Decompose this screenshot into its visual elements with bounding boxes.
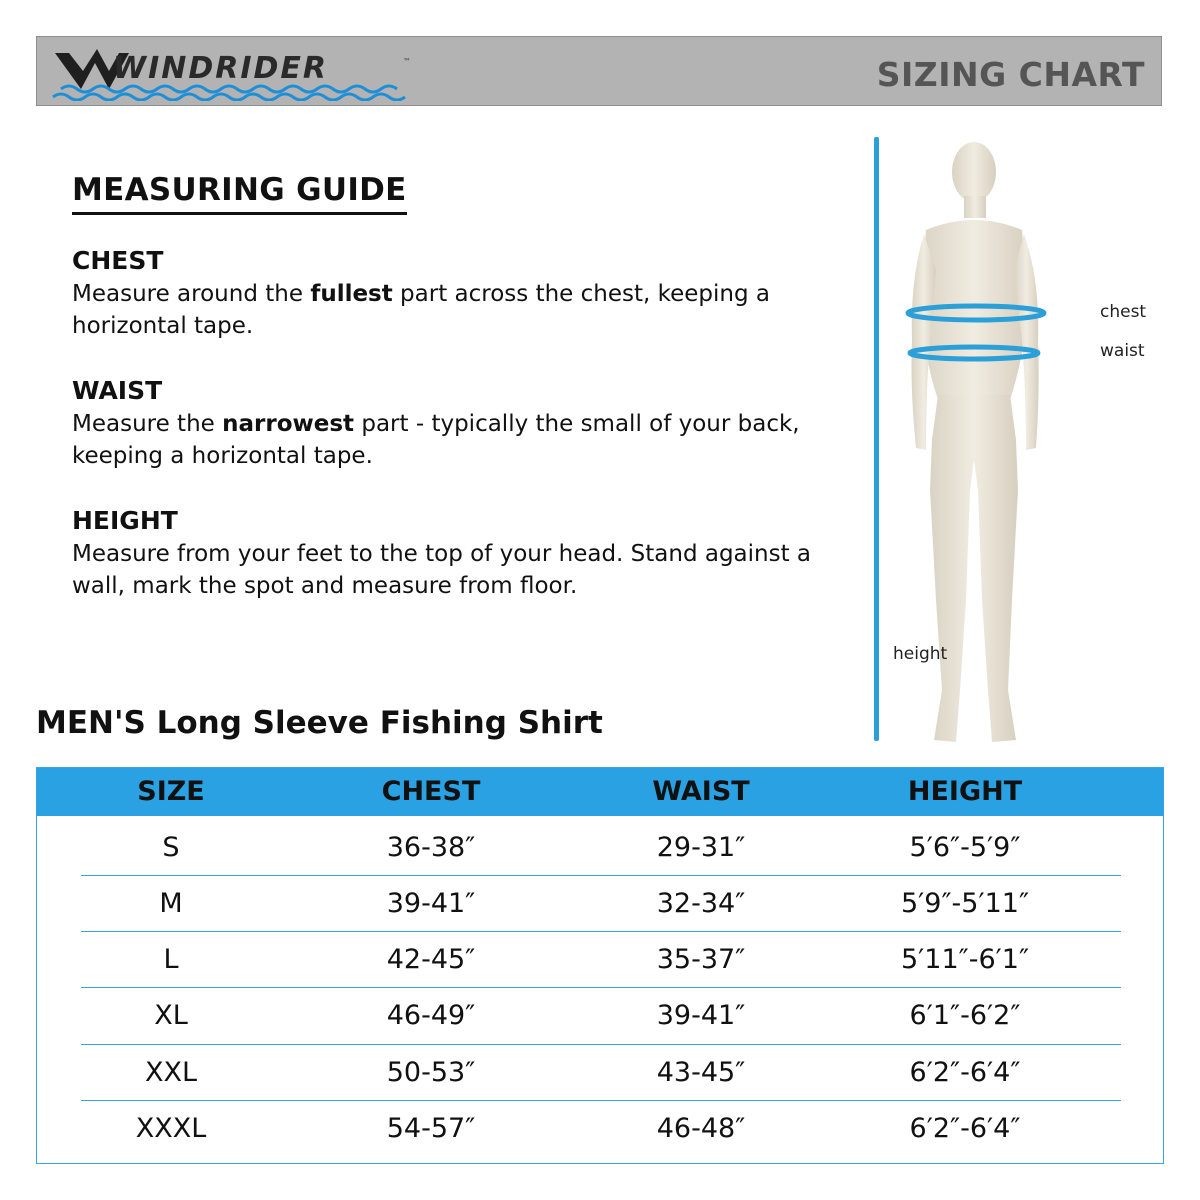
height-label: height: [893, 644, 948, 664]
waist-section: [72, 376, 852, 472]
waist-heading: WAIST: [72, 376, 163, 405]
cell-waist: 35-37″: [656, 944, 746, 975]
sizing-chart-title: SIZING CHART: [876, 55, 1145, 94]
chest-section: [72, 246, 852, 342]
measuring-guide-title: MEASURING GUIDE: [72, 172, 407, 215]
header-height: HEIGHT: [907, 776, 1023, 807]
cell-waist: 43-45″: [656, 1057, 746, 1088]
height-section: [72, 506, 852, 602]
chest-label: chest: [1100, 302, 1147, 322]
chest-description: Measure around the fullest part across the chest, keeping a horizontal tape.: [72, 281, 771, 339]
table-row: [37, 1101, 1163, 1157]
cell-chest: 50-53″: [386, 1057, 476, 1088]
cell-size: M: [159, 888, 183, 919]
cell-chest: 42-45″: [386, 944, 476, 975]
logo-text: WINDRIDER: [113, 51, 329, 86]
table-row: [37, 876, 1163, 932]
header-chest: CHEST: [381, 776, 481, 807]
shirt-title: MEN'S Long Sleeve Fishing Shirt: [36, 705, 603, 741]
header-waist: WAIST: [652, 776, 750, 807]
cell-height: 6′2″-6′4″: [909, 1113, 1021, 1144]
table-row: [37, 820, 1163, 876]
cell-waist: 32-34″: [656, 888, 746, 919]
cell-size: XXXL: [135, 1113, 207, 1144]
cell-chest: 36-38″: [386, 832, 476, 863]
size-table: [36, 767, 1164, 1164]
cell-height: 6′1″-6′2″: [909, 1000, 1021, 1031]
height-description: Measure from your feet to the top of your head. Stand against a wall, mark the spot and measure from floor.: [72, 541, 812, 599]
height-measure-line: [874, 137, 879, 741]
cell-height: 5′11″-6′1″: [900, 944, 1030, 975]
logo-trademark: ™: [403, 57, 411, 66]
table-row: [37, 988, 1163, 1044]
cell-size: XXL: [144, 1057, 198, 1088]
table-header: [37, 768, 1163, 816]
table-row: [37, 1045, 1163, 1101]
cell-chest: 54-57″: [386, 1113, 476, 1144]
cell-waist: 46-48″: [656, 1113, 746, 1144]
height-heading: HEIGHT: [72, 506, 178, 535]
cell-size: L: [163, 944, 179, 975]
cell-waist: 39-41″: [656, 1000, 746, 1031]
windrider-logo: [51, 45, 411, 101]
cell-chest: 39-41″: [386, 888, 476, 919]
cell-chest: 46-49″: [386, 1000, 476, 1031]
table-row: [37, 932, 1163, 988]
header-size: SIZE: [137, 776, 205, 807]
cell-height: 5′6″-5′9″: [909, 832, 1021, 863]
cell-height: 6′2″-6′4″: [909, 1057, 1021, 1088]
waist-description: Measure the narrowest part - typically the small of your back, keeping a horizontal tape.: [72, 411, 800, 469]
cell-height: 5′9″-5′11″: [900, 888, 1030, 919]
chest-heading: CHEST: [72, 246, 164, 275]
waist-label: waist: [1100, 341, 1145, 361]
cell-waist: 29-31″: [656, 832, 746, 863]
cell-size: S: [162, 832, 180, 863]
cell-size: XL: [154, 1000, 188, 1031]
header-banner: [36, 36, 1162, 106]
